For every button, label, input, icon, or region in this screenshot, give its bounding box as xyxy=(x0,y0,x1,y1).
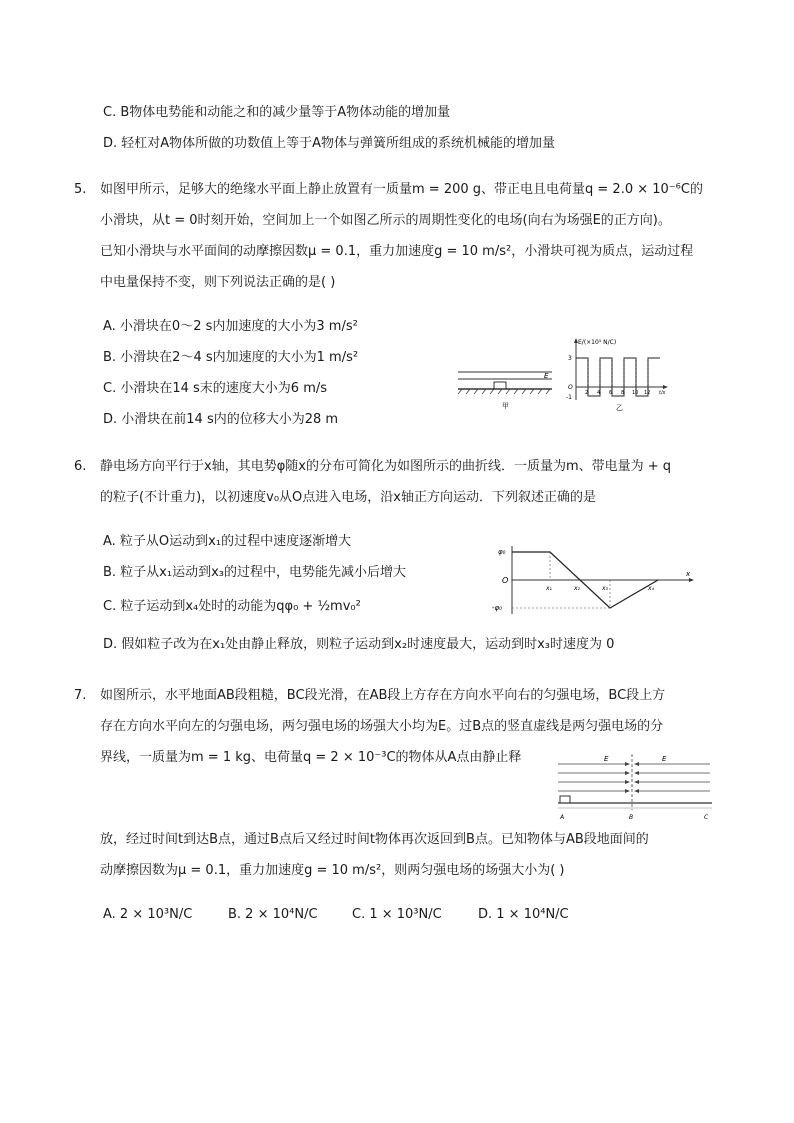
q5-field-label: E xyxy=(544,372,549,380)
q6-tick-x1: x₁ xyxy=(546,585,552,592)
q6-number: 6. xyxy=(74,459,87,474)
q5-y-tick-neg1: -1 xyxy=(566,394,572,401)
q5-stem-line-2: 小滑块，从t = 0时刻开始，空间加上一个如图乙所示的周期性变化的电场(向右为场强E的正方向)。 xyxy=(100,213,671,228)
q5-x-tick-8: 8 xyxy=(621,390,625,396)
q5-axis-label: E/(×10⁵ N/C) xyxy=(578,339,617,346)
q7-stem-line-5: 动摩擦因数为μ = 0.1，重力加速度g = 10 m/s²，则两匀强电场的场强大小为( ) xyxy=(100,863,565,878)
q5-option-b: B. 小滑块在2～4 s内加速度的大小为1 m/s² xyxy=(103,350,359,365)
q6-tick-x2: x₂ xyxy=(574,585,580,592)
q7-stem-line-4: 放，经过时间t到达B点，通过B点后又经过时间t物体再次返回到B点。已知物体与AB段地面间的 xyxy=(100,832,649,847)
q6-option-a: A. 粒子从O运动到x₁的过程中速度逐渐增大 xyxy=(103,534,352,549)
q7-stem-line-1: 如图所示，水平地面AB段粗糙，BC段光滑，在AB段上方存在方向水平向右的匀强电场，BC段上方 xyxy=(100,688,666,703)
q6-tick-x3: x₃ xyxy=(602,585,608,592)
q5-number: 5. xyxy=(74,182,87,197)
q6-origin: O xyxy=(502,576,509,585)
q5-y-tick-o: O xyxy=(568,384,573,391)
q6-option-b: B. 粒子从x₁运动到x₃的过程中，电势能先减小后增大 xyxy=(103,565,406,580)
q7-option-a: A. 2 × 10³N/C xyxy=(103,907,193,922)
q5-x-tick-6: 6 xyxy=(609,390,613,396)
q7-point-b: B xyxy=(629,814,634,821)
q5-stem-line-3: 已知小滑块与水平面间的动摩擦因数μ = 0.1，重力加速度g = 10 m/s²，小滑块可视为质点，运动过程 xyxy=(100,244,694,259)
q5-x-unit: t/s xyxy=(659,390,666,396)
q5-option-d: D. 小滑块在前14 s内的位移大小为28 m xyxy=(103,412,339,427)
q6-stem-line-1: 静电场方向平行于x轴，其电势φ随x的分布可简化为如图所示的曲折线．一质量为m、带电量为 + q xyxy=(100,459,672,474)
q6-stem-line-2: 的粒子(不计重力)，以初速度v₀从O点进入电场，沿x轴正方向运动．下列叙述正确的是 xyxy=(100,490,596,505)
q5-stem-line-4: 中电量保持不变，则下列说法正确的是( ) xyxy=(100,275,336,290)
q5-label-b: 乙 xyxy=(616,404,623,412)
q5-figure-a xyxy=(456,364,556,414)
q7-option-c: C. 1 × 10³N/C xyxy=(352,907,442,922)
q6-y-bottom: -φ₀ xyxy=(492,604,502,612)
q7-point-c: C xyxy=(704,814,709,821)
q7-stem-line-2: 存在方向水平向左的匀强电场，两匀强电场的场强大小均为E。过B点的竖直虚线是两匀强电场的分 xyxy=(100,719,664,734)
q7-stem-line-3: 界线，一质量为m = 1 kg、电荷量q = 2 × 10⁻³C的物体从A点由静止释 xyxy=(100,750,522,765)
slider-block xyxy=(494,382,506,389)
q6-option-d: D. 假如粒子改为在x₁处由静止释放，则粒子运动到x₂时速度最大，运动到时x₃时速度为 0 xyxy=(103,637,615,652)
q5-x-tick-12: 12 xyxy=(644,390,651,396)
q5-x-tick-2: 2 xyxy=(585,390,589,396)
q5-x-tick-4: 4 xyxy=(597,390,601,396)
q5-figure-b xyxy=(562,336,672,416)
q7-field-left-label: E xyxy=(604,755,609,763)
q7-field-figure xyxy=(556,752,716,822)
object-block xyxy=(560,796,570,803)
q5-y-tick-3: 3 xyxy=(568,355,572,362)
q7-number: 7. xyxy=(74,688,87,703)
q6-potential-figure xyxy=(488,542,698,618)
q6-option-c: C. 粒子运动到x₄处时的动能为qφ₀ + ½mv₀² xyxy=(103,599,361,614)
q5-label-a: 甲 xyxy=(502,402,509,410)
q7-field-right-label: E xyxy=(662,755,667,763)
q5-stem-line-1: 如图甲所示，足够大的绝缘水平面上静止放置有一质量m = 200 g、带正电且电荷量q = 2.0 × 10⁻⁶C的 xyxy=(100,182,703,197)
q7-option-d: D. 1 × 10⁴N/C xyxy=(478,907,569,922)
q5-option-a: A. 小滑块在0～2 s内加速度的大小为3 m/s² xyxy=(103,319,358,334)
q5-x-tick-10: 10 xyxy=(632,390,639,396)
q4-option-d: D. 轻杠对A物体所做的功数值上等于A物体与弹簧所组成的系统机械能的增加量 xyxy=(103,136,556,151)
q7-option-b: B. 2 × 10⁴N/C xyxy=(228,907,318,922)
q6-tick-x4: x₄ xyxy=(648,585,654,592)
q6-x-axis-label: x xyxy=(686,570,691,578)
q4-option-c: C. B物体电势能和动能之和的减少量等于A物体动能的增加量 xyxy=(103,105,451,120)
q7-point-a: A xyxy=(560,814,565,821)
q5-option-c: C. 小滑块在14 s末的速度大小为6 m/s xyxy=(103,381,328,396)
q6-y-top: φ₀ xyxy=(498,548,506,556)
